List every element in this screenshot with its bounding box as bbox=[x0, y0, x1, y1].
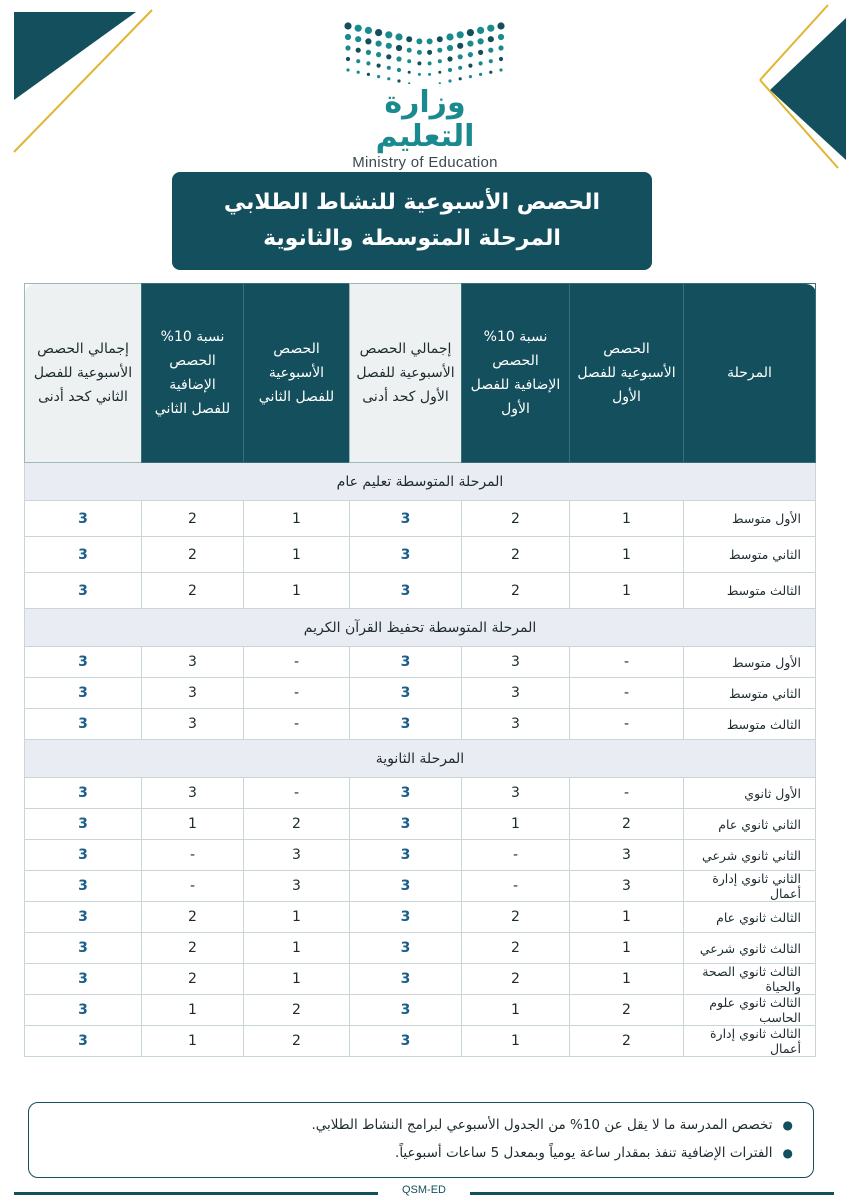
cell-total-term1: 3 bbox=[350, 964, 462, 995]
logo-dot bbox=[427, 38, 433, 44]
logo-dot bbox=[387, 66, 391, 70]
cell-total-term2: 3 bbox=[25, 537, 142, 573]
logo-dot bbox=[487, 25, 494, 32]
row-name: الثالث ثانوي عام bbox=[684, 902, 816, 933]
cell-total-term1: 3 bbox=[350, 778, 462, 809]
notes-box bbox=[28, 1102, 814, 1178]
row-name: الثاني متوسط bbox=[684, 537, 816, 573]
cell-weekly-term2: - bbox=[244, 778, 350, 809]
logo-dot bbox=[427, 50, 432, 55]
bullet-icon: ● bbox=[782, 1146, 793, 1160]
table-row bbox=[25, 809, 816, 840]
cell-extra-term2: 2 bbox=[142, 501, 244, 537]
dots-emblem-icon bbox=[340, 18, 510, 84]
cell-extra-term2: 3 bbox=[142, 778, 244, 809]
cell-total-term1: 3 bbox=[350, 840, 462, 871]
logo-dot bbox=[479, 61, 483, 65]
cell-weekly-term1: 1 bbox=[570, 902, 684, 933]
cell-extra-term1: 2 bbox=[462, 933, 570, 964]
logo-name-arabic: وزارة التعليم bbox=[375, 85, 475, 154]
cell-weekly-term1: 1 bbox=[570, 537, 684, 573]
cell-weekly-term1: 1 bbox=[570, 573, 684, 609]
cell-weekly-term2: 2 bbox=[244, 995, 350, 1026]
logo-dot bbox=[386, 54, 391, 59]
note-item bbox=[49, 1111, 793, 1139]
logo-dot bbox=[428, 61, 432, 65]
logo-dot bbox=[344, 22, 351, 29]
weekly-periods-table bbox=[24, 283, 816, 1057]
logo-dot bbox=[457, 31, 464, 38]
cell-weekly-term1: - bbox=[570, 778, 684, 809]
logo-dot bbox=[488, 48, 493, 53]
cell-extra-term2: 3 bbox=[142, 709, 244, 740]
logo-dot bbox=[408, 82, 410, 84]
cell-total-term1: 3 bbox=[350, 709, 462, 740]
footer-line-right bbox=[470, 1192, 834, 1195]
logo-dot bbox=[467, 41, 473, 47]
table-row bbox=[25, 871, 816, 902]
logo-dot bbox=[387, 77, 390, 80]
cell-extra-term1: 2 bbox=[462, 964, 570, 995]
logo-dot bbox=[377, 75, 380, 78]
logo-dot bbox=[407, 59, 411, 63]
logo-dot bbox=[356, 48, 361, 53]
logo-dot bbox=[438, 59, 442, 63]
row-name: الثالث ثانوي شرعي bbox=[684, 933, 816, 964]
cell-total-term1: 3 bbox=[350, 902, 462, 933]
logo-dot bbox=[376, 41, 382, 47]
cell-weekly-term1: 3 bbox=[570, 871, 684, 902]
table-row bbox=[25, 709, 816, 740]
row-name: الثالث متوسط bbox=[684, 573, 816, 609]
row-name: الأول ثانوي bbox=[684, 778, 816, 809]
logo-dot bbox=[499, 57, 503, 61]
cell-extra-term1: 3 bbox=[462, 647, 570, 678]
cell-weekly-term1: 1 bbox=[570, 501, 684, 537]
logo-dot bbox=[385, 31, 392, 38]
cell-extra-term1: 3 bbox=[462, 678, 570, 709]
table-row bbox=[25, 964, 816, 995]
cell-extra-term2: 1 bbox=[142, 1026, 244, 1057]
cell-extra-term2: 2 bbox=[142, 964, 244, 995]
page-title-line2: المرحلة المتوسطة والثانوية bbox=[263, 226, 561, 251]
note-text: تخصص المدرسة ما لا يقل عن 10% من الجدول الأسبوعي لبرامج النشاط الطلابي. bbox=[311, 1117, 773, 1133]
logo-dot bbox=[477, 27, 484, 34]
cell-weekly-term2: - bbox=[244, 709, 350, 740]
logo-dot bbox=[346, 57, 350, 61]
cell-weekly-term2: 1 bbox=[244, 933, 350, 964]
table-row bbox=[25, 647, 816, 678]
cell-total-term2: 3 bbox=[25, 933, 142, 964]
cell-weekly-term1: 1 bbox=[570, 964, 684, 995]
logo-dot bbox=[498, 34, 504, 40]
logo-dot bbox=[365, 38, 371, 44]
header-total-term1: إجمالي الحصص الأسبوعية للفصل الأول كحد أدنى bbox=[350, 284, 462, 463]
cell-total-term2: 3 bbox=[25, 995, 142, 1026]
header-extra-term1: نسبة 10% الحصص الإضافية للفصل الأول bbox=[462, 284, 570, 463]
logo-dot bbox=[386, 43, 392, 49]
header-weekly-term2: الحصص الأسبوعية للفصل الثاني bbox=[244, 284, 350, 463]
logo-dot bbox=[416, 38, 422, 44]
logo-dot bbox=[479, 73, 482, 76]
table-row bbox=[25, 678, 816, 709]
logo-dot bbox=[458, 66, 462, 70]
cell-total-term1: 3 bbox=[350, 501, 462, 537]
cell-extra-term1: 2 bbox=[462, 537, 570, 573]
logo-dot bbox=[355, 36, 361, 42]
cell-extra-term1: 3 bbox=[462, 709, 570, 740]
cell-weekly-term2: 2 bbox=[244, 809, 350, 840]
cell-weekly-term1: 2 bbox=[570, 1026, 684, 1057]
table-row bbox=[25, 778, 816, 809]
ministry-logo bbox=[330, 18, 520, 171]
header-stage: المرحلة bbox=[684, 284, 816, 463]
header-extra-term2: نسبة 10% الحصص الإضافية للفصل الثاني bbox=[142, 284, 244, 463]
cell-total-term1: 3 bbox=[350, 995, 462, 1026]
cell-total-term2: 3 bbox=[25, 840, 142, 871]
cell-total-term1: 3 bbox=[350, 678, 462, 709]
corner-decoration-top-left bbox=[0, 0, 160, 160]
logo-dot bbox=[345, 45, 350, 50]
logo-dot bbox=[438, 71, 441, 74]
logo-dot bbox=[395, 33, 402, 40]
table-row bbox=[25, 1026, 816, 1057]
row-name: الثاني ثانوي عام bbox=[684, 809, 816, 840]
cell-extra-term1: 3 bbox=[462, 778, 570, 809]
cell-extra-term2: 1 bbox=[142, 809, 244, 840]
cell-total-term2: 3 bbox=[25, 809, 142, 840]
row-name: الأول متوسط bbox=[684, 501, 816, 537]
cell-total-term2: 3 bbox=[25, 1026, 142, 1057]
logo-dot bbox=[355, 25, 362, 32]
logo-dot bbox=[469, 75, 472, 78]
logo-dot bbox=[396, 56, 401, 61]
logo-dot bbox=[406, 36, 412, 42]
cell-weekly-term2: 1 bbox=[244, 902, 350, 933]
cell-total-term1: 3 bbox=[350, 933, 462, 964]
cell-extra-term1: 2 bbox=[462, 902, 570, 933]
cell-total-term2: 3 bbox=[25, 573, 142, 609]
row-name: الثاني ثانوي شرعي bbox=[684, 840, 816, 871]
cell-extra-term2: 2 bbox=[142, 902, 244, 933]
cell-weekly-term2: 1 bbox=[244, 573, 350, 609]
cell-total-term2: 3 bbox=[25, 647, 142, 678]
table-row bbox=[25, 501, 816, 537]
table-row bbox=[25, 840, 816, 871]
header-total-term2: إجمالي الحصص الأسبوعية للفصل الثاني كحد أدنى bbox=[25, 284, 142, 463]
footer-line-left bbox=[14, 1192, 378, 1195]
cell-weekly-term1: - bbox=[570, 647, 684, 678]
cell-weekly-term2: 1 bbox=[244, 501, 350, 537]
cell-total-term1: 3 bbox=[350, 871, 462, 902]
cell-weekly-term1: 2 bbox=[570, 809, 684, 840]
cell-total-term2: 3 bbox=[25, 709, 142, 740]
table-row bbox=[25, 537, 816, 573]
cell-total-term1: 3 bbox=[350, 537, 462, 573]
logo-dot bbox=[488, 36, 494, 42]
logo-dot bbox=[397, 68, 401, 72]
cell-total-term1: 3 bbox=[350, 573, 462, 609]
logo-dot bbox=[458, 54, 463, 59]
row-name: الثالث ثانوي إدارة أعمال bbox=[684, 1026, 816, 1057]
logo-dot bbox=[345, 34, 351, 40]
note-item bbox=[49, 1139, 793, 1167]
logo-dot bbox=[375, 29, 382, 36]
table-header-row bbox=[25, 284, 816, 463]
logo-dot bbox=[457, 43, 463, 49]
cell-extra-term1: 1 bbox=[462, 1026, 570, 1057]
logo-dot bbox=[468, 52, 473, 57]
row-name: الثاني ثانوي إدارة أعمال bbox=[684, 871, 816, 902]
cell-weekly-term2: 3 bbox=[244, 840, 350, 871]
cell-weekly-term2: 2 bbox=[244, 1026, 350, 1057]
logo-dot bbox=[448, 68, 452, 72]
logo-dot bbox=[346, 68, 349, 71]
cell-total-term2: 3 bbox=[25, 902, 142, 933]
cell-weekly-term2: 1 bbox=[244, 537, 350, 573]
cell-weekly-term1: - bbox=[570, 709, 684, 740]
table-row bbox=[25, 902, 816, 933]
logo-dot bbox=[437, 48, 442, 53]
logo-dot bbox=[417, 61, 421, 65]
logo-dot bbox=[489, 71, 492, 74]
table-row bbox=[25, 995, 816, 1026]
cell-extra-term2: - bbox=[142, 840, 244, 871]
cell-total-term2: 3 bbox=[25, 778, 142, 809]
logo-dot bbox=[428, 73, 431, 76]
section-title: المرحلة المتوسطة تعليم عام bbox=[25, 463, 816, 501]
cell-total-term1: 3 bbox=[350, 647, 462, 678]
row-name: الثالث ثانوي الصحة والحياة bbox=[684, 964, 816, 995]
logo-dot bbox=[478, 50, 483, 55]
page-title-line1: الحصص الأسبوعية للنشاط الطلابي bbox=[223, 190, 601, 215]
cell-extra-term1: - bbox=[462, 871, 570, 902]
cell-extra-term2: 3 bbox=[142, 647, 244, 678]
logo-dot bbox=[478, 38, 484, 44]
logo-dot bbox=[366, 50, 371, 55]
logo-dot bbox=[417, 50, 422, 55]
cell-weekly-term1: 1 bbox=[570, 933, 684, 964]
logo-dot bbox=[376, 52, 381, 57]
section-title: المرحلة المتوسطة تحفيظ القرآن الكريم bbox=[25, 609, 816, 647]
cell-weekly-term2: - bbox=[244, 678, 350, 709]
logo-dot bbox=[397, 79, 400, 82]
logo-dot bbox=[377, 64, 381, 68]
logo-dot bbox=[408, 71, 411, 74]
cell-extra-term1: 1 bbox=[462, 995, 570, 1026]
logo-dot bbox=[366, 61, 370, 65]
table-row bbox=[25, 933, 816, 964]
cell-extra-term2: 2 bbox=[142, 573, 244, 609]
logo-dot bbox=[356, 59, 360, 63]
note-text: الفترات الإضافية تنفذ بمقدار ساعة يومياً وبمعدل 5 ساعات أسبوعياً. bbox=[395, 1145, 773, 1161]
logo-dot bbox=[467, 29, 474, 36]
logo-dot bbox=[396, 45, 402, 51]
logo-dot bbox=[497, 22, 504, 29]
cell-total-term2: 3 bbox=[25, 501, 142, 537]
logo-dot bbox=[498, 45, 503, 50]
logo-dot bbox=[468, 64, 472, 68]
row-name: الأول متوسط bbox=[684, 647, 816, 678]
cell-extra-term1: - bbox=[462, 840, 570, 871]
logo-dot bbox=[446, 33, 453, 40]
cell-extra-term2: 1 bbox=[142, 995, 244, 1026]
cell-extra-term1: 2 bbox=[462, 501, 570, 537]
row-name: الثالث متوسط bbox=[684, 709, 816, 740]
logo-name-english: Ministry of Education bbox=[352, 154, 498, 171]
cell-total-term2: 3 bbox=[25, 871, 142, 902]
cell-extra-term2: 2 bbox=[142, 933, 244, 964]
header-weekly-term1: الحصص الأسبوعية للفصل الأول bbox=[570, 284, 684, 463]
logo-dot bbox=[459, 77, 462, 80]
cell-total-term1: 3 bbox=[350, 1026, 462, 1057]
cell-extra-term2: 2 bbox=[142, 537, 244, 573]
cell-extra-term1: 1 bbox=[462, 809, 570, 840]
cell-total-term1: 3 bbox=[350, 809, 462, 840]
logo-dot bbox=[367, 73, 370, 76]
cell-weekly-term2: - bbox=[244, 647, 350, 678]
cell-total-term2: 3 bbox=[25, 678, 142, 709]
row-name: الثالث ثانوي علوم الحاسب bbox=[684, 995, 816, 1026]
corner-decoration-top-right bbox=[758, 0, 848, 175]
cell-extra-term2: 3 bbox=[142, 678, 244, 709]
logo-dot bbox=[437, 36, 443, 42]
logo-dot bbox=[357, 71, 360, 74]
cell-extra-term2: - bbox=[142, 871, 244, 902]
cell-total-term2: 3 bbox=[25, 964, 142, 995]
cell-weekly-term1: - bbox=[570, 678, 684, 709]
logo-dot bbox=[407, 48, 412, 53]
cell-extra-term1: 2 bbox=[462, 573, 570, 609]
cell-weekly-term1: 2 bbox=[570, 995, 684, 1026]
logo-dot bbox=[499, 68, 502, 71]
logo-dot bbox=[447, 45, 453, 51]
logo-dot bbox=[439, 82, 441, 84]
table-row bbox=[25, 573, 816, 609]
cell-weekly-term2: 1 bbox=[244, 964, 350, 995]
logo-dot bbox=[418, 73, 421, 76]
logo-dot bbox=[365, 27, 372, 34]
logo-dot bbox=[448, 79, 451, 82]
row-name: الثاني متوسط bbox=[684, 678, 816, 709]
cell-weekly-term1: 3 bbox=[570, 840, 684, 871]
section-title: المرحلة الثانوية bbox=[25, 740, 816, 778]
bullet-icon: ● bbox=[782, 1118, 793, 1132]
page-title-box bbox=[172, 172, 652, 270]
logo-dot bbox=[447, 56, 452, 61]
cell-weekly-term2: 3 bbox=[244, 871, 350, 902]
logo-dot bbox=[489, 59, 493, 63]
footer-code: QSM-ED bbox=[402, 1184, 446, 1196]
